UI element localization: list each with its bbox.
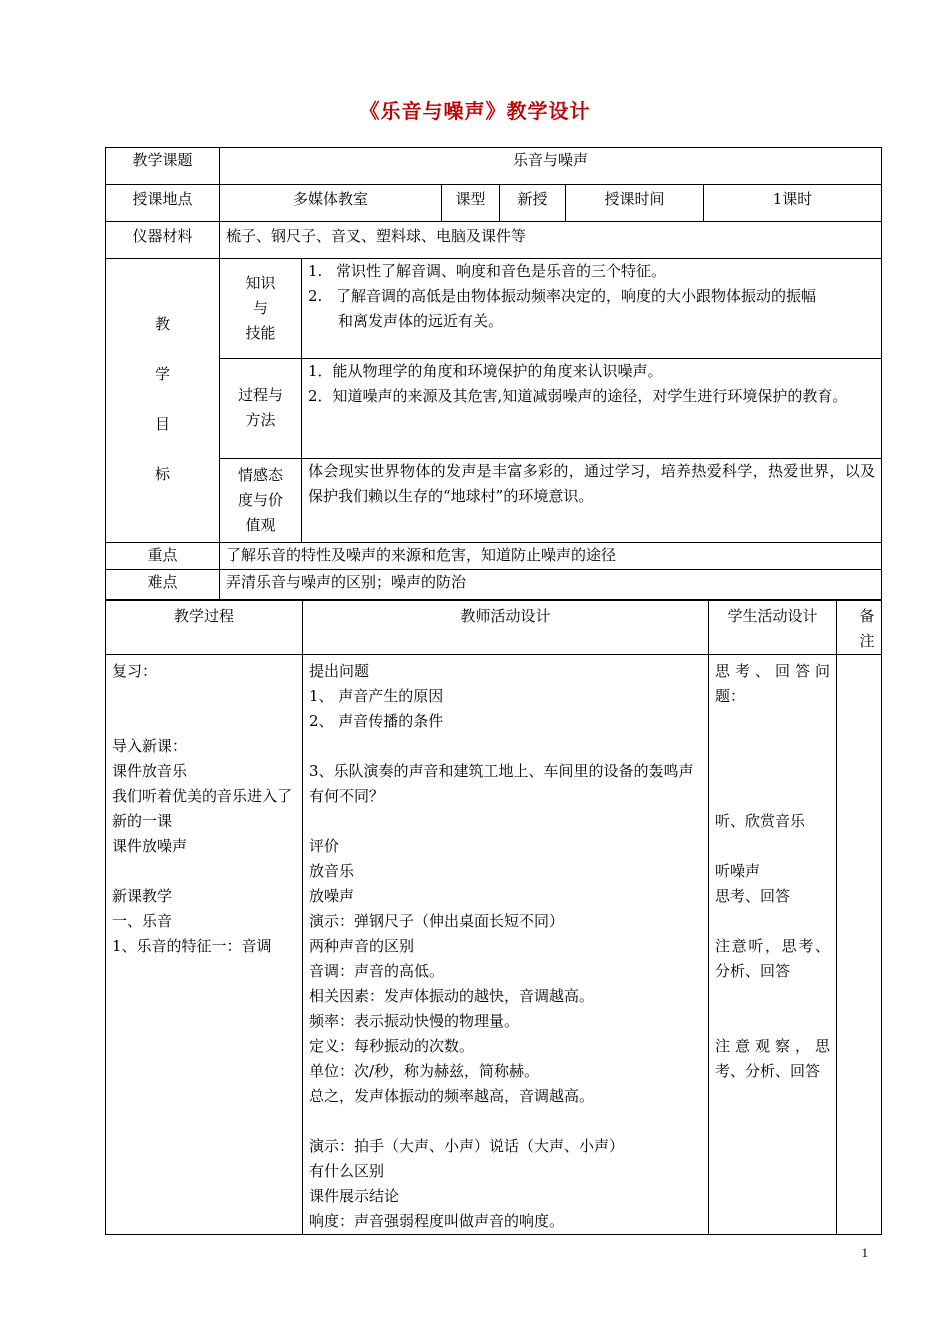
teacher-line [309, 734, 702, 759]
student-line: 听噪声 [715, 862, 761, 880]
process-line: 我们听着优美的音乐进入了新的一课 [112, 787, 293, 830]
process-line: 复习： [112, 662, 158, 680]
process-label-line: 过程与 [237, 386, 283, 404]
place-label: 授课地点 [106, 185, 220, 222]
time-value: 1课时 [704, 185, 882, 222]
time-label: 授课时间 [566, 185, 704, 222]
teacher-line: 提出问题 [309, 662, 370, 680]
process-line [112, 709, 296, 734]
teaching-process-table [105, 600, 882, 1235]
document-title: 《乐音与噪声》教学设计 [359, 99, 591, 123]
emotion-label [220, 459, 302, 543]
teacher-line [309, 1109, 702, 1134]
teacher-line: 2、 声音传播的条件 [309, 712, 444, 730]
teacher-line: 3、乐队演奏的声音和建筑工地上、车间里的设备的轰鸣声有何不同？ [309, 762, 694, 805]
process-label-line: 方法 [245, 411, 276, 429]
knowledge-item [308, 259, 875, 284]
process-line: 一、乐音 [112, 912, 173, 930]
knowledge-label-line: 与 [252, 299, 268, 317]
objectives-char: 学 [154, 365, 170, 383]
process-item: 2．知道噪声的来源及其危害,知道减弱噪声的途径，对学生进行环境保护的教育。 [308, 387, 848, 405]
key-point-value: 了解乐音的特性及噪声的来源和危害，知道防止噪声的途径 [220, 543, 882, 570]
process-line: 新课教学 [112, 887, 173, 905]
topic-label: 教学课题 [106, 148, 220, 185]
materials-value: 梳子、钢尺子、音叉、塑料球、电脑及课件等 [220, 222, 882, 259]
student-column [709, 655, 837, 1235]
student-line: 注意听，思考、分析、回答 [715, 937, 830, 980]
teacher-line: 定义：每秒振动的次数。 [309, 1037, 475, 1055]
teacher-line: 课件展示结论 [309, 1187, 400, 1205]
teacher-line [309, 809, 702, 834]
header-student: 学生活动设计 [709, 601, 837, 655]
lesson-info-table [105, 147, 882, 600]
teacher-column [303, 655, 709, 1235]
place-value: 多媒体教室 [220, 185, 442, 222]
knowledge-item [308, 284, 875, 309]
process-method-label [220, 359, 302, 459]
knowledge-item [308, 309, 875, 334]
student-line [715, 734, 830, 759]
objectives-char: 目 [154, 415, 170, 433]
emotion-label-line: 情感态 [237, 466, 283, 484]
header-teacher: 教师活动设计 [303, 601, 709, 655]
type-label: 课型 [442, 185, 500, 222]
student-line [715, 1009, 830, 1034]
student-line: 思考、回答问题： [715, 662, 830, 705]
process-line [112, 859, 296, 884]
teacher-line: 两种声音的区别 [309, 937, 415, 955]
process-method-content [302, 359, 882, 459]
teacher-line: 相关因素：发声体振动的越快，音调越高。 [309, 987, 595, 1005]
note-column [837, 655, 882, 1235]
difficulty-label: 难点 [106, 570, 220, 600]
emotion-label-line: 度与价 [237, 491, 283, 509]
student-line [715, 834, 830, 859]
teacher-line: 放音乐 [309, 862, 355, 880]
objectives-label [106, 259, 220, 543]
teacher-line: 评价 [309, 837, 340, 855]
process-line: 导入新课： [112, 737, 188, 755]
process-item: 1．能从物理学的角度和环境保护的角度来认识噪声。 [308, 362, 663, 380]
materials-label: 仪器材料 [106, 222, 220, 259]
item-text: 和离发声体的远近有关。 [338, 312, 504, 330]
process-line: 课件放音乐 [112, 762, 188, 780]
objectives-char: 教 [154, 315, 170, 333]
type-value: 新授 [500, 185, 566, 222]
header-process: 教学过程 [106, 601, 303, 655]
knowledge-label [220, 259, 302, 359]
student-line: 听、欣赏音乐 [715, 812, 806, 830]
topic-value: 乐音与噪声 [220, 148, 882, 185]
process-line [112, 684, 296, 709]
teacher-line: 1、 声音产生的原因 [309, 687, 444, 705]
emotion-content: 体会现实世界物体的发声是丰富多彩的，通过学习，培养热爱科学，热爱世界，以及保护我们赖以生存的“地球村”的环境意识。 [302, 459, 882, 543]
teacher-line: 总之，发声体振动的频率越高，音调越高。 [309, 1087, 595, 1105]
item-number: 1. [308, 262, 323, 280]
knowledge-content [302, 259, 882, 359]
process-column [106, 655, 303, 1235]
teacher-line: 放噪声 [309, 887, 355, 905]
teacher-line: 单位：次/秒，称为赫兹，简称赫。 [309, 1062, 540, 1080]
page-number: 1 [861, 1245, 868, 1260]
teacher-line: 有什么区别 [309, 1162, 385, 1180]
student-line [715, 784, 830, 809]
key-point-label: 重点 [106, 543, 220, 570]
process-line: 课件放噪声 [112, 837, 188, 855]
teacher-line: 音调：声音的高低。 [309, 962, 445, 980]
emotion-label-line: 值观 [245, 516, 276, 534]
teacher-line: 演示：弹钢尺子（伸出桌面长短不同） [309, 912, 565, 930]
student-line: 思考、回答 [715, 887, 791, 905]
teacher-lines [309, 659, 702, 1234]
item-text: 常识性了解音调、响度和音色是乐音的三个特征。 [336, 262, 667, 280]
objectives-char: 标 [154, 465, 170, 483]
teacher-line: 频率：表示振动快慢的物理量。 [309, 1012, 520, 1030]
item-number: 2. [308, 287, 323, 305]
process-lines [112, 659, 296, 959]
knowledge-label-line: 技能 [245, 324, 276, 342]
student-lines [715, 659, 830, 1084]
header-note: 备注 [837, 601, 882, 655]
process-line: 1、乐音的特征一：音调 [112, 937, 272, 955]
item-text: 了解音调的高低是由物体振动频率决定的，响度的大小跟物体振动的振幅 [336, 287, 817, 305]
student-line: 注意观察，思考、分析、回答 [715, 1037, 830, 1080]
student-line [715, 909, 830, 934]
teacher-line: 响度：声音强弱程度叫做声音的响度。 [309, 1212, 565, 1230]
difficulty-value: 弄清乐音与噪声的区别；噪声的防治 [220, 570, 882, 600]
student-line [715, 709, 830, 734]
teacher-line: 演示：拍手（大声、小声）说话（大声、小声） [309, 1137, 625, 1155]
student-line [715, 984, 830, 1009]
student-line [715, 759, 830, 784]
knowledge-label-line: 知识 [245, 274, 276, 292]
